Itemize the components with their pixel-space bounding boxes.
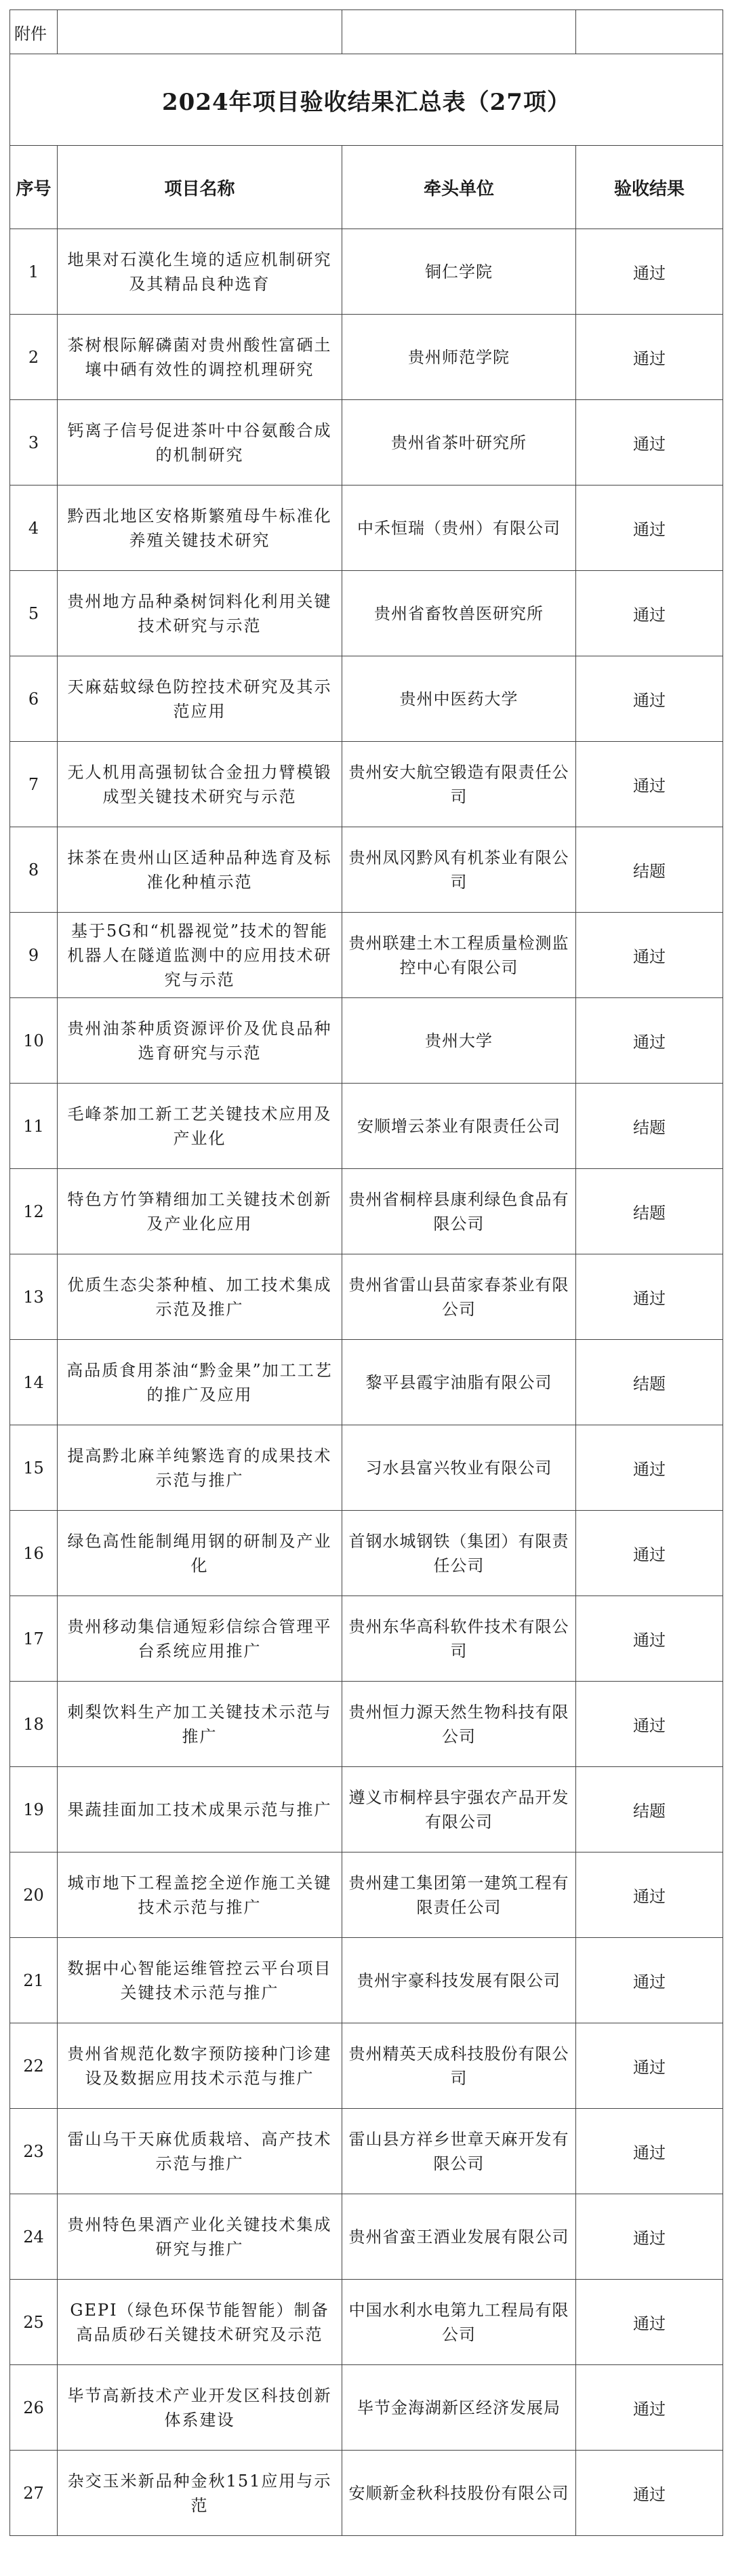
acceptance-result: 结题 (576, 827, 723, 913)
lead-unit: 铜仁学院 (342, 229, 576, 315)
project-name: 刺梨饮料生产加工关键技术示范与推广 (58, 1682, 342, 1767)
row-index: 26 (10, 2365, 58, 2451)
lead-unit: 贵州中医药大学 (342, 656, 576, 742)
lead-unit: 中禾恒瑞（贵州）有限公司 (342, 486, 576, 571)
lead-unit: 首钢水城钢铁（集团）有限责任公司 (342, 1511, 576, 1596)
lead-unit: 贵州大学 (342, 998, 576, 1084)
lead-unit: 遵义市桐梓县宇强农产品开发有限公司 (342, 1767, 576, 1852)
table-row (10, 315, 723, 400)
lead-unit: 贵州省桐梓县康利绿色食品有限公司 (342, 1169, 576, 1254)
table-row (10, 229, 723, 315)
lead-unit: 习水县富兴牧业有限公司 (342, 1425, 576, 1511)
table-row (10, 2451, 723, 2536)
project-name: 地果对石漠化生境的适应机制研究及其精品良种选育 (58, 229, 342, 315)
acceptance-result: 结题 (576, 1767, 723, 1852)
acceptance-result: 通过 (576, 1938, 723, 2023)
table-row (10, 571, 723, 656)
project-name: 贵州油茶种质资源评价及优良品种选育研究与示范 (58, 998, 342, 1084)
row-index: 14 (10, 1340, 58, 1425)
lead-unit: 贵州建工集团第一建筑工程有限责任公司 (342, 1852, 576, 1938)
table-row (10, 486, 723, 571)
table-row (10, 2280, 723, 2365)
header-row (10, 146, 723, 229)
row-index: 9 (10, 913, 58, 998)
acceptance-result: 通过 (576, 1852, 723, 1938)
acceptance-result: 通过 (576, 656, 723, 742)
lead-unit: 贵州宇豪科技发展有限公司 (342, 1938, 576, 2023)
acceptance-result: 通过 (576, 998, 723, 1084)
row-index: 16 (10, 1511, 58, 1596)
project-name: 钙离子信号促进茶叶中谷氨酸合成的机制研究 (58, 400, 342, 486)
acceptance-result: 通过 (576, 742, 723, 827)
row-index: 25 (10, 2280, 58, 2365)
acceptance-result: 结题 (576, 1169, 723, 1254)
row-index: 13 (10, 1254, 58, 1340)
table-row (10, 998, 723, 1084)
table-row (10, 1254, 723, 1340)
row-index: 22 (10, 2023, 58, 2109)
project-name: 贵州省规范化数字预防接种门诊建设及数据应用技术示范与推广 (58, 2023, 342, 2109)
annex-cell-empty (58, 10, 342, 54)
header-acceptance-result: 验收结果 (576, 146, 723, 229)
acceptance-result: 通过 (576, 400, 723, 486)
acceptance-result: 结题 (576, 1340, 723, 1425)
row-index: 10 (10, 998, 58, 1084)
project-name: 果蔬挂面加工技术成果示范与推广 (58, 1767, 342, 1852)
project-name: 雷山乌干天麻优质栽培、高产技术示范与推广 (58, 2109, 342, 2194)
lead-unit: 贵州东华高科软件技术有限公司 (342, 1596, 576, 1682)
lead-unit: 安顺增云茶业有限责任公司 (342, 1084, 576, 1169)
acceptance-result: 通过 (576, 2109, 723, 2194)
project-name: 特色方竹笋精细加工关键技术创新及产业化应用 (58, 1169, 342, 1254)
row-index: 23 (10, 2109, 58, 2194)
project-name: 黔西北地区安格斯繁殖母牛标准化养殖关键技术研究 (58, 486, 342, 571)
row-index: 11 (10, 1084, 58, 1169)
acceptance-result: 通过 (576, 315, 723, 400)
project-name: 茶树根际解磷菌对贵州酸性富硒土壤中硒有效性的调控机理研究 (58, 315, 342, 400)
acceptance-result: 通过 (576, 1511, 723, 1596)
header-project-name: 项目名称 (58, 146, 342, 229)
lead-unit: 贵州省蛮王酒业发展有限公司 (342, 2194, 576, 2280)
table-row (10, 656, 723, 742)
lead-unit: 贵州精英天成科技股份有限公司 (342, 2023, 576, 2109)
table-row (10, 1938, 723, 2023)
project-name: 毛峰茶加工新工艺关键技术应用及产业化 (58, 1084, 342, 1169)
row-index: 27 (10, 2451, 58, 2536)
header-index: 序号 (10, 146, 58, 229)
table-row (10, 400, 723, 486)
results-table-body (10, 10, 723, 2536)
lead-unit: 贵州联建土木工程质量检测监控中心有限公司 (342, 913, 576, 998)
table-row (10, 1511, 723, 1596)
project-name: 抹茶在贵州山区适种品种选育及标准化种植示范 (58, 827, 342, 913)
project-name: 基于5G和“机器视觉”技术的智能机器人在隧道监测中的应用技术研究与示范 (58, 913, 342, 998)
lead-unit: 雷山县方祥乡世章天麻开发有限公司 (342, 2109, 576, 2194)
project-name: 提高黔北麻羊纯繁选育的成果技术示范与推广 (58, 1425, 342, 1511)
acceptance-result: 通过 (576, 486, 723, 571)
row-index: 24 (10, 2194, 58, 2280)
row-index: 21 (10, 1938, 58, 2023)
lead-unit: 贵州师范学院 (342, 315, 576, 400)
table-row (10, 2023, 723, 2109)
table-row (10, 1425, 723, 1511)
title-row (10, 54, 723, 146)
annex-row (10, 10, 723, 54)
project-name: 绿色高性能制绳用钢的研制及产业化 (58, 1511, 342, 1596)
project-name: 贵州地方品种桑树饲料化利用关键技术研究与示范 (58, 571, 342, 656)
table-row (10, 2194, 723, 2280)
lead-unit: 贵州省茶叶研究所 (342, 400, 576, 486)
annex-cell-empty (342, 10, 576, 54)
row-index: 12 (10, 1169, 58, 1254)
row-index: 5 (10, 571, 58, 656)
acceptance-result: 通过 (576, 229, 723, 315)
annex-label: 附件 (10, 10, 58, 54)
acceptance-result: 通过 (576, 1682, 723, 1767)
row-index: 3 (10, 400, 58, 486)
table-row (10, 827, 723, 913)
lead-unit: 贵州凤冈黔风有机茶业有限公司 (342, 827, 576, 913)
project-name: 毕节高新技术产业开发区科技创新体系建设 (58, 2365, 342, 2451)
acceptance-result: 通过 (576, 2451, 723, 2536)
project-name: 无人机用高强韧钛合金扭力臂模锻成型关键技术研究与示范 (58, 742, 342, 827)
project-name: 数据中心智能运维管控云平台项目关键技术示范与推广 (58, 1938, 342, 2023)
lead-unit: 贵州恒力源天然生物科技有限公司 (342, 1682, 576, 1767)
lead-unit: 毕节金海湖新区经济发展局 (342, 2365, 576, 2451)
lead-unit: 贵州省畜牧兽医研究所 (342, 571, 576, 656)
annex-cell-empty (576, 10, 723, 54)
lead-unit: 中国水利水电第九工程局有限公司 (342, 2280, 576, 2365)
row-index: 6 (10, 656, 58, 742)
project-name: 天麻菇蚊绿色防控技术研究及其示范应用 (58, 656, 342, 742)
table-row (10, 1767, 723, 1852)
lead-unit: 安顺新金秋科技股份有限公司 (342, 2451, 576, 2536)
table-row (10, 1169, 723, 1254)
project-name: 贵州特色果酒产业化关键技术集成研究与推广 (58, 2194, 342, 2280)
row-index: 17 (10, 1596, 58, 1682)
results-document (9, 9, 723, 2536)
table-row (10, 1596, 723, 1682)
results-table (9, 9, 723, 2536)
lead-unit: 黎平县霞宇油脂有限公司 (342, 1340, 576, 1425)
row-index: 19 (10, 1767, 58, 1852)
acceptance-result: 通过 (576, 2280, 723, 2365)
acceptance-result: 通过 (576, 2023, 723, 2109)
row-index: 2 (10, 315, 58, 400)
acceptance-result: 通过 (576, 2365, 723, 2451)
acceptance-result: 结题 (576, 1084, 723, 1169)
table-row (10, 1340, 723, 1425)
project-name: 城市地下工程盖挖全逆作施工关键技术示范与推广 (58, 1852, 342, 1938)
project-name: 高品质食用茶油“黔金果”加工工艺的推广及应用 (58, 1340, 342, 1425)
header-lead-unit: 牵头单位 (342, 146, 576, 229)
row-index: 4 (10, 486, 58, 571)
table-row (10, 742, 723, 827)
acceptance-result: 通过 (576, 1254, 723, 1340)
row-index: 18 (10, 1682, 58, 1767)
table-row (10, 1682, 723, 1767)
table-row (10, 2365, 723, 2451)
row-index: 7 (10, 742, 58, 827)
table-row (10, 1852, 723, 1938)
lead-unit: 贵州安大航空锻造有限责任公司 (342, 742, 576, 827)
project-name: GEPI（绿色环保节能智能）制备高品质砂石关键技术研究及示范 (58, 2280, 342, 2365)
project-name: 杂交玉米新品种金秋151应用与示范 (58, 2451, 342, 2536)
acceptance-result: 通过 (576, 913, 723, 998)
row-index: 20 (10, 1852, 58, 1938)
table-row (10, 2109, 723, 2194)
project-name: 贵州移动集信通短彩信综合管理平台系统应用推广 (58, 1596, 342, 1682)
acceptance-result: 通过 (576, 1425, 723, 1511)
project-name: 优质生态尖茶种植、加工技术集成示范及推广 (58, 1254, 342, 1340)
table-title: 2024年项目验收结果汇总表（27项） (10, 54, 723, 146)
table-row (10, 1084, 723, 1169)
lead-unit: 贵州省雷山县苗家春茶业有限公司 (342, 1254, 576, 1340)
table-row (10, 913, 723, 998)
acceptance-result: 通过 (576, 1596, 723, 1682)
row-index: 15 (10, 1425, 58, 1511)
row-index: 1 (10, 229, 58, 315)
acceptance-result: 通过 (576, 571, 723, 656)
acceptance-result: 通过 (576, 2194, 723, 2280)
row-index: 8 (10, 827, 58, 913)
